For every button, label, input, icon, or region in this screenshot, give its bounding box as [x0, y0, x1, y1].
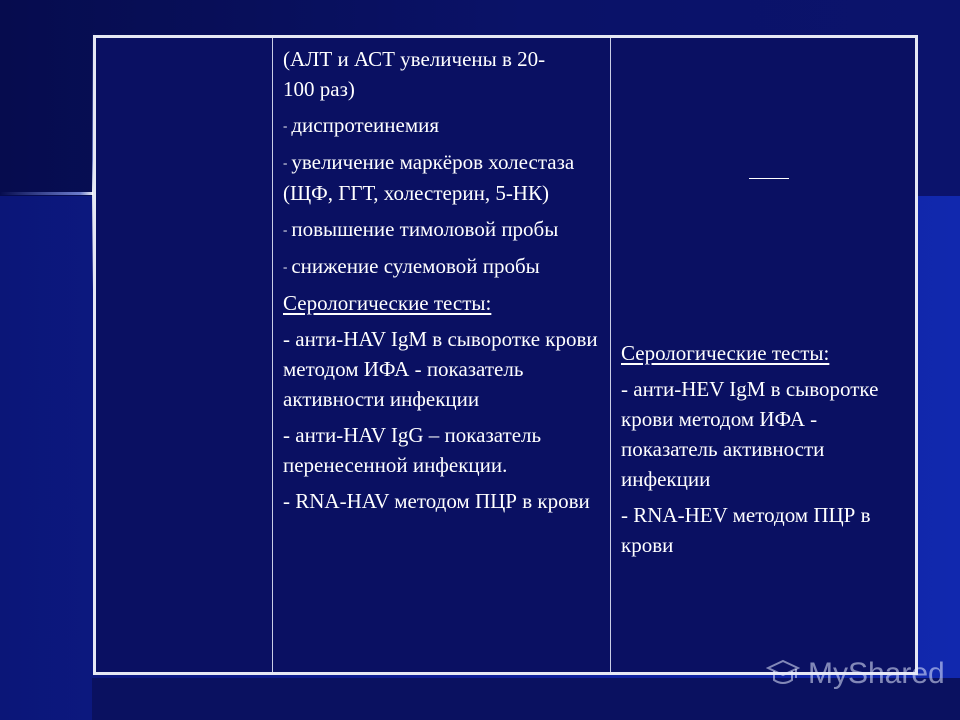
- hev-cell-text: [621, 338, 911, 560]
- table-column-empty: [96, 38, 273, 672]
- lab-item: [283, 110, 605, 141]
- myshared-watermark: [766, 652, 946, 696]
- serology-test-hav: - RNA-HAV методом ПЦР в крови: [283, 489, 590, 513]
- serology-heading-hev: Серологические тесты:: [621, 341, 830, 365]
- serology-test-hev: - RNA-HEV методом ПЦР в крови: [621, 503, 871, 557]
- serology-test-hav: - анти-HAV IgM в сыворотке крови методом ИФА - показатель активности инфекции: [283, 327, 598, 411]
- mortarboard-icon: [766, 658, 800, 690]
- lab-item-text: диспротеинемия: [291, 113, 440, 137]
- lab-item-text: снижение сулемовой пробы: [291, 254, 540, 278]
- enzyme-note-line-2: 100 раз): [283, 77, 355, 101]
- table-column-hev: [611, 38, 915, 672]
- content-table: [93, 35, 918, 675]
- watermark-text: MyShared: [808, 657, 945, 690]
- lab-item-text: повышение тимоловой пробы: [291, 217, 559, 241]
- lab-item-text: увеличение маркёров холестаза (ЩФ, ГГТ, холестерин, 5-НК): [283, 150, 575, 205]
- no-data-dash: [749, 178, 789, 179]
- hav-cell-text: [283, 44, 605, 516]
- enzyme-note-line-1: (АЛТ и АСТ увеличены в 20-: [283, 47, 546, 71]
- bullet-dash: -: [283, 155, 288, 170]
- table-column-hav: [273, 38, 611, 672]
- lab-item: [283, 251, 605, 282]
- bullet-dash: -: [283, 259, 288, 274]
- serology-test-hav: - анти-HAV IgG – показатель перенесенной инфекции.: [283, 423, 542, 477]
- serology-heading-hav: Серологические тесты:: [283, 291, 492, 315]
- lab-item: [283, 147, 605, 208]
- serology-test-hev: - анти-HEV IgM в сыворотке крови методом ИФА - показатель активности инфекции: [621, 377, 879, 491]
- lab-item: [283, 214, 605, 245]
- bullet-dash: -: [283, 222, 288, 237]
- bullet-dash: -: [283, 118, 288, 133]
